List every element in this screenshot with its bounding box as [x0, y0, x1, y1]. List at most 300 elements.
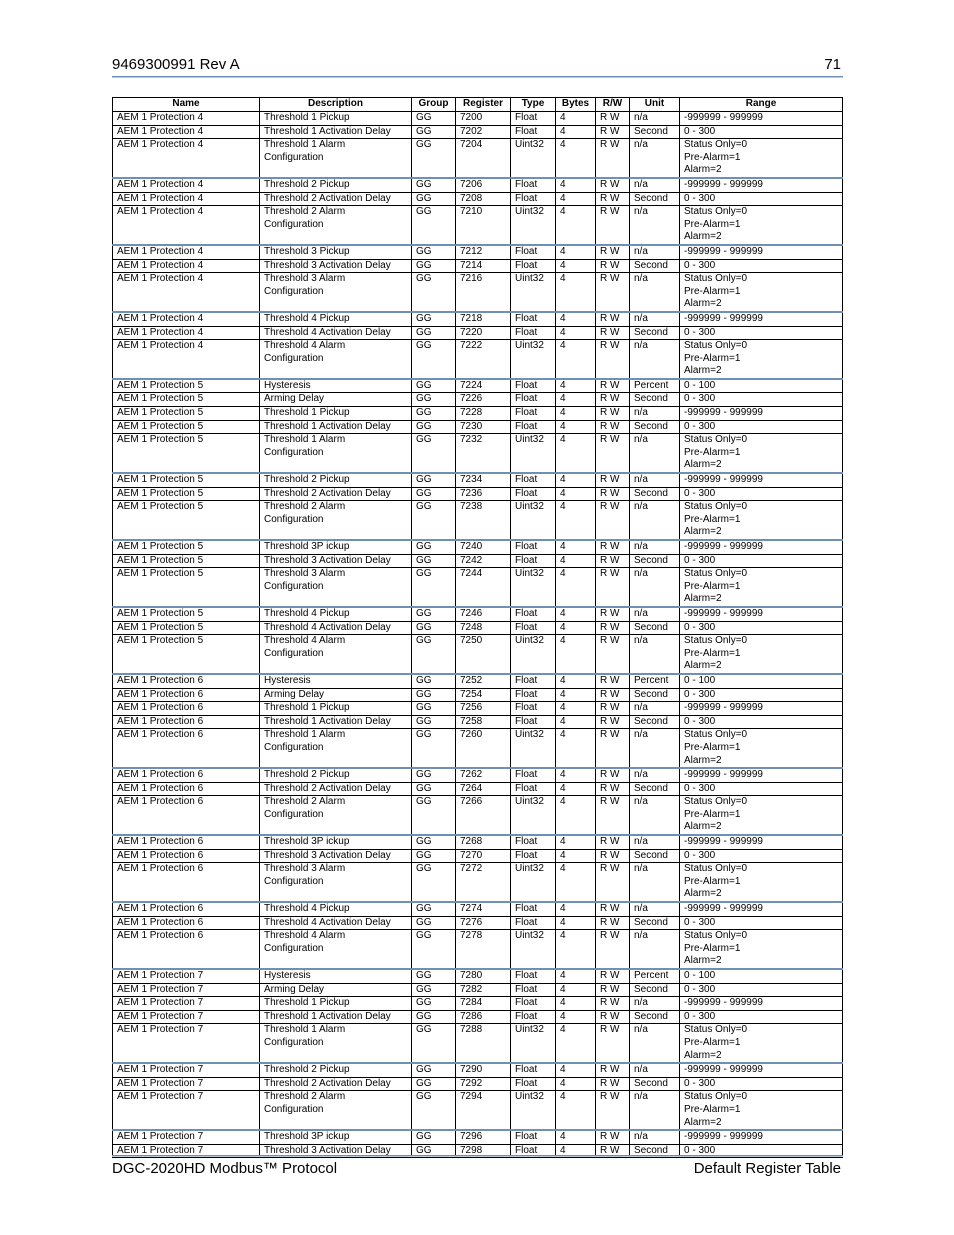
table-row [113, 1130, 843, 1144]
cell-register: 7268 [456, 835, 511, 849]
cell-register: 7222 [456, 340, 511, 379]
cell-bytes: 4 [556, 245, 596, 259]
cell-name: AEM 1 Protection 5 [113, 635, 260, 674]
cell-register: 7278 [456, 930, 511, 969]
page-header [112, 54, 843, 76]
cell-bytes: 4 [556, 379, 596, 393]
table-row [113, 487, 843, 501]
cell-bytes: 4 [556, 501, 596, 540]
cell-description: Threshold 1 Pickup [260, 407, 412, 421]
cell-unit: Percent [630, 379, 680, 393]
cell-rw: R W [596, 112, 630, 126]
cell-type: Float [511, 379, 556, 393]
cell-type: Float [511, 702, 556, 716]
cell-range: Status Only=0 Pre-Alarm=1 Alarm=2 [680, 139, 843, 178]
cell-name: AEM 1 Protection 7 [113, 1091, 260, 1130]
cell-unit: Second [630, 420, 680, 434]
cell-unit: n/a [630, 568, 680, 607]
cell-bytes: 4 [556, 849, 596, 863]
cell-bytes: 4 [556, 568, 596, 607]
cell-description: Threshold 1 Pickup [260, 997, 412, 1011]
cell-group: GG [412, 178, 456, 192]
cell-rw: R W [596, 473, 630, 487]
cell-rw: R W [596, 487, 630, 501]
cell-description: Arming Delay [260, 688, 412, 702]
cell-rw: R W [596, 434, 630, 473]
cell-register: 7212 [456, 245, 511, 259]
cell-type: Float [511, 420, 556, 434]
cell-unit: n/a [630, 112, 680, 126]
cell-description: Threshold 2 Pickup [260, 473, 412, 487]
cell-rw: R W [596, 326, 630, 340]
cell-rw: R W [596, 554, 630, 568]
cell-group: GG [412, 407, 456, 421]
cell-unit: n/a [630, 273, 680, 312]
cell-register: 7282 [456, 983, 511, 997]
cell-unit: n/a [630, 768, 680, 782]
table-row [113, 192, 843, 206]
table-row [113, 501, 843, 540]
cell-bytes: 4 [556, 863, 596, 902]
cell-name: AEM 1 Protection 6 [113, 849, 260, 863]
cell-group: GG [412, 312, 456, 326]
cell-type: Uint32 [511, 434, 556, 473]
cell-group: GG [412, 1024, 456, 1063]
cell-name: AEM 1 Protection 4 [113, 245, 260, 259]
cell-description: Threshold 4 Pickup [260, 607, 412, 621]
cell-rw: R W [596, 312, 630, 326]
cell-range: 0 - 300 [680, 420, 843, 434]
cell-group: GG [412, 635, 456, 674]
cell-rw: R W [596, 688, 630, 702]
cell-register: 7276 [456, 916, 511, 930]
cell-bytes: 4 [556, 796, 596, 835]
cell-unit: n/a [630, 635, 680, 674]
cell-range: Status Only=0 Pre-Alarm=1 Alarm=2 [680, 434, 843, 473]
cell-range: 0 - 300 [680, 259, 843, 273]
cell-unit: Second [630, 1077, 680, 1091]
cell-description: Threshold 4 Activation Delay [260, 326, 412, 340]
cell-bytes: 4 [556, 434, 596, 473]
cell-rw: R W [596, 139, 630, 178]
cell-group: GG [412, 782, 456, 796]
table-row [113, 621, 843, 635]
cell-unit: Second [630, 983, 680, 997]
cell-register: 7284 [456, 997, 511, 1011]
cell-register: 7234 [456, 473, 511, 487]
cell-bytes: 4 [556, 983, 596, 997]
cell-description: Threshold 3 Alarm Configuration [260, 863, 412, 902]
cell-type: Uint32 [511, 796, 556, 835]
cell-type: Float [511, 768, 556, 782]
table-row [113, 916, 843, 930]
cell-bytes: 4 [556, 674, 596, 688]
cell-type: Float [511, 554, 556, 568]
cell-unit: n/a [630, 1063, 680, 1077]
page-footer [112, 1160, 843, 1180]
cell-bytes: 4 [556, 702, 596, 716]
footer-rule [112, 1155, 843, 1157]
cell-rw: R W [596, 1077, 630, 1091]
cell-rw: R W [596, 273, 630, 312]
cell-range: 0 - 300 [680, 487, 843, 501]
table-row [113, 407, 843, 421]
column-header: Description [260, 98, 412, 112]
cell-name: AEM 1 Protection 7 [113, 1010, 260, 1024]
cell-range: -999999 - 999999 [680, 702, 843, 716]
cell-rw: R W [596, 635, 630, 674]
table-row [113, 796, 843, 835]
cell-bytes: 4 [556, 635, 596, 674]
cell-range: -999999 - 999999 [680, 540, 843, 554]
cell-type: Uint32 [511, 635, 556, 674]
cell-group: GG [412, 487, 456, 501]
cell-group: GG [412, 1010, 456, 1024]
cell-bytes: 4 [556, 326, 596, 340]
cell-range: -999999 - 999999 [680, 1063, 843, 1077]
cell-register: 7242 [456, 554, 511, 568]
cell-range: 0 - 300 [680, 1144, 843, 1158]
table-row [113, 473, 843, 487]
cell-register: 7298 [456, 1144, 511, 1158]
cell-rw: R W [596, 1063, 630, 1077]
cell-register: 7250 [456, 635, 511, 674]
cell-unit: n/a [630, 206, 680, 245]
cell-rw: R W [596, 863, 630, 902]
cell-rw: R W [596, 702, 630, 716]
cell-type: Float [511, 192, 556, 206]
cell-range: Status Only=0 Pre-Alarm=1 Alarm=2 [680, 501, 843, 540]
cell-description: Threshold 2 Activation Delay [260, 192, 412, 206]
cell-group: GG [412, 326, 456, 340]
cell-rw: R W [596, 729, 630, 768]
cell-unit: Second [630, 393, 680, 407]
cell-range: -999999 - 999999 [680, 768, 843, 782]
cell-description: Threshold 3P ickup [260, 540, 412, 554]
cell-rw: R W [596, 501, 630, 540]
cell-bytes: 4 [556, 206, 596, 245]
cell-bytes: 4 [556, 1077, 596, 1091]
cell-group: GG [412, 420, 456, 434]
cell-bytes: 4 [556, 1063, 596, 1077]
cell-register: 7208 [456, 192, 511, 206]
cell-bytes: 4 [556, 487, 596, 501]
cell-bytes: 4 [556, 835, 596, 849]
cell-type: Float [511, 473, 556, 487]
cell-group: GG [412, 245, 456, 259]
cell-rw: R W [596, 621, 630, 635]
table-row [113, 393, 843, 407]
cell-bytes: 4 [556, 1010, 596, 1024]
cell-type: Float [511, 674, 556, 688]
cell-rw: R W [596, 1024, 630, 1063]
cell-description: Threshold 1 Activation Delay [260, 715, 412, 729]
table-row [113, 969, 843, 983]
table-row [113, 607, 843, 621]
cell-description: Threshold 3 Activation Delay [260, 259, 412, 273]
cell-range: -999999 - 999999 [680, 112, 843, 126]
cell-group: GG [412, 139, 456, 178]
cell-name: AEM 1 Protection 6 [113, 674, 260, 688]
table-row [113, 178, 843, 192]
cell-description: Threshold 1 Alarm Configuration [260, 729, 412, 768]
cell-type: Uint32 [511, 1024, 556, 1063]
cell-name: AEM 1 Protection 7 [113, 1130, 260, 1144]
cell-bytes: 4 [556, 192, 596, 206]
cell-range: -999999 - 999999 [680, 607, 843, 621]
cell-name: AEM 1 Protection 6 [113, 702, 260, 716]
cell-unit: n/a [630, 863, 680, 902]
cell-range: Status Only=0 Pre-Alarm=1 Alarm=2 [680, 796, 843, 835]
cell-bytes: 4 [556, 930, 596, 969]
cell-type: Float [511, 916, 556, 930]
cell-bytes: 4 [556, 259, 596, 273]
cell-type: Float [511, 1077, 556, 1091]
cell-unit: Second [630, 326, 680, 340]
cell-rw: R W [596, 340, 630, 379]
cell-register: 7228 [456, 407, 511, 421]
cell-unit: Percent [630, 674, 680, 688]
cell-rw: R W [596, 607, 630, 621]
column-header: Type [511, 98, 556, 112]
cell-name: AEM 1 Protection 5 [113, 607, 260, 621]
cell-type: Float [511, 326, 556, 340]
cell-description: Threshold 2 Activation Delay [260, 487, 412, 501]
cell-unit: Second [630, 487, 680, 501]
cell-name: AEM 1 Protection 4 [113, 112, 260, 126]
cell-name: AEM 1 Protection 7 [113, 1024, 260, 1063]
cell-range: -999999 - 999999 [680, 245, 843, 259]
cell-register: 7254 [456, 688, 511, 702]
cell-unit: n/a [630, 540, 680, 554]
cell-bytes: 4 [556, 902, 596, 916]
cell-name: AEM 1 Protection 6 [113, 863, 260, 902]
cell-group: GG [412, 125, 456, 139]
cell-name: AEM 1 Protection 6 [113, 729, 260, 768]
cell-register: 7214 [456, 259, 511, 273]
table-row [113, 983, 843, 997]
cell-description: Threshold 1 Pickup [260, 702, 412, 716]
cell-unit: Second [630, 1010, 680, 1024]
cell-group: GG [412, 1063, 456, 1077]
cell-bytes: 4 [556, 407, 596, 421]
cell-group: GG [412, 997, 456, 1011]
register-table [112, 97, 843, 1158]
table-row [113, 863, 843, 902]
cell-register: 7296 [456, 1130, 511, 1144]
cell-range: Status Only=0 Pre-Alarm=1 Alarm=2 [680, 273, 843, 312]
cell-type: Float [511, 1063, 556, 1077]
cell-register: 7274 [456, 902, 511, 916]
cell-type: Uint32 [511, 930, 556, 969]
cell-name: AEM 1 Protection 4 [113, 125, 260, 139]
table-row [113, 715, 843, 729]
cell-range: 0 - 300 [680, 715, 843, 729]
cell-range: 0 - 300 [680, 326, 843, 340]
cell-range: Status Only=0 Pre-Alarm=1 Alarm=2 [680, 729, 843, 768]
cell-type: Float [511, 178, 556, 192]
cell-bytes: 4 [556, 916, 596, 930]
column-header: Range [680, 98, 843, 112]
cell-unit: n/a [630, 796, 680, 835]
cell-description: Threshold 4 Pickup [260, 312, 412, 326]
cell-register: 7294 [456, 1091, 511, 1130]
cell-unit: n/a [630, 1024, 680, 1063]
column-header: Bytes [556, 98, 596, 112]
cell-group: GG [412, 1130, 456, 1144]
cell-unit: Percent [630, 969, 680, 983]
cell-range: Status Only=0 Pre-Alarm=1 Alarm=2 [680, 1091, 843, 1130]
cell-group: GG [412, 849, 456, 863]
cell-unit: n/a [630, 607, 680, 621]
table-row [113, 688, 843, 702]
table-row [113, 326, 843, 340]
cell-unit: n/a [630, 1130, 680, 1144]
cell-type: Float [511, 112, 556, 126]
table-row [113, 125, 843, 139]
cell-name: AEM 1 Protection 4 [113, 259, 260, 273]
cell-name: AEM 1 Protection 7 [113, 1077, 260, 1091]
cell-unit: n/a [630, 930, 680, 969]
cell-type: Float [511, 782, 556, 796]
cell-type: Float [511, 688, 556, 702]
cell-description: Threshold 3 Alarm Configuration [260, 273, 412, 312]
cell-range: Status Only=0 Pre-Alarm=1 Alarm=2 [680, 863, 843, 902]
column-header: Name [113, 98, 260, 112]
cell-name: AEM 1 Protection 4 [113, 340, 260, 379]
table-row [113, 930, 843, 969]
cell-unit: Second [630, 192, 680, 206]
cell-unit: Second [630, 1144, 680, 1158]
cell-type: Uint32 [511, 206, 556, 245]
cell-rw: R W [596, 1091, 630, 1130]
cell-range: 0 - 300 [680, 688, 843, 702]
cell-rw: R W [596, 540, 630, 554]
cell-type: Float [511, 715, 556, 729]
cell-group: GG [412, 863, 456, 902]
table-row [113, 835, 843, 849]
cell-rw: R W [596, 782, 630, 796]
cell-type: Float [511, 407, 556, 421]
cell-description: Hysteresis [260, 969, 412, 983]
cell-register: 7244 [456, 568, 511, 607]
column-header: Register [456, 98, 511, 112]
table-row [113, 259, 843, 273]
cell-group: GG [412, 688, 456, 702]
cell-name: AEM 1 Protection 5 [113, 487, 260, 501]
table-row [113, 434, 843, 473]
cell-unit: Second [630, 916, 680, 930]
cell-unit: Second [630, 554, 680, 568]
cell-group: GG [412, 674, 456, 688]
cell-name: AEM 1 Protection 7 [113, 1144, 260, 1158]
cell-range: 0 - 300 [680, 1010, 843, 1024]
cell-group: GG [412, 983, 456, 997]
cell-bytes: 4 [556, 1091, 596, 1130]
table-row [113, 902, 843, 916]
cell-group: GG [412, 568, 456, 607]
cell-rw: R W [596, 997, 630, 1011]
cell-register: 7202 [456, 125, 511, 139]
cell-type: Float [511, 983, 556, 997]
table-header-row [113, 98, 843, 112]
cell-unit: Second [630, 849, 680, 863]
cell-description: Threshold 2 Pickup [260, 178, 412, 192]
cell-bytes: 4 [556, 969, 596, 983]
cell-group: GG [412, 1091, 456, 1130]
cell-rw: R W [596, 768, 630, 782]
cell-rw: R W [596, 393, 630, 407]
cell-register: 7210 [456, 206, 511, 245]
cell-register: 7260 [456, 729, 511, 768]
cell-unit: n/a [630, 473, 680, 487]
cell-register: 7264 [456, 782, 511, 796]
cell-rw: R W [596, 916, 630, 930]
cell-unit: n/a [630, 729, 680, 768]
cell-type: Uint32 [511, 273, 556, 312]
cell-group: GG [412, 206, 456, 245]
cell-register: 7286 [456, 1010, 511, 1024]
cell-description: Hysteresis [260, 674, 412, 688]
cell-group: GG [412, 273, 456, 312]
cell-register: 7270 [456, 849, 511, 863]
cell-type: Float [511, 969, 556, 983]
cell-range: -999999 - 999999 [680, 473, 843, 487]
cell-rw: R W [596, 835, 630, 849]
page-number: 71 [824, 56, 841, 73]
cell-rw: R W [596, 420, 630, 434]
cell-rw: R W [596, 796, 630, 835]
cell-bytes: 4 [556, 688, 596, 702]
cell-register: 7258 [456, 715, 511, 729]
cell-description: Arming Delay [260, 983, 412, 997]
cell-range: 0 - 100 [680, 674, 843, 688]
table-row [113, 849, 843, 863]
cell-unit: Second [630, 125, 680, 139]
cell-name: AEM 1 Protection 5 [113, 568, 260, 607]
cell-group: GG [412, 621, 456, 635]
table-row [113, 1063, 843, 1077]
cell-group: GG [412, 434, 456, 473]
cell-range: 0 - 300 [680, 849, 843, 863]
cell-group: GG [412, 607, 456, 621]
column-header: Group [412, 98, 456, 112]
cell-bytes: 4 [556, 1024, 596, 1063]
cell-group: GG [412, 796, 456, 835]
cell-register: 7246 [456, 607, 511, 621]
cell-type: Float [511, 1144, 556, 1158]
cell-type: Uint32 [511, 863, 556, 902]
cell-bytes: 4 [556, 473, 596, 487]
cell-description: Threshold 2 Pickup [260, 768, 412, 782]
cell-name: AEM 1 Protection 6 [113, 715, 260, 729]
cell-register: 7226 [456, 393, 511, 407]
cell-name: AEM 1 Protection 5 [113, 393, 260, 407]
cell-bytes: 4 [556, 997, 596, 1011]
cell-group: GG [412, 969, 456, 983]
cell-register: 7288 [456, 1024, 511, 1063]
cell-rw: R W [596, 259, 630, 273]
table-row [113, 1077, 843, 1091]
cell-description: Threshold 2 Alarm Configuration [260, 796, 412, 835]
cell-register: 7230 [456, 420, 511, 434]
cell-rw: R W [596, 125, 630, 139]
cell-name: AEM 1 Protection 4 [113, 312, 260, 326]
cell-unit: n/a [630, 835, 680, 849]
cell-group: GG [412, 902, 456, 916]
cell-bytes: 4 [556, 715, 596, 729]
cell-unit: n/a [630, 997, 680, 1011]
